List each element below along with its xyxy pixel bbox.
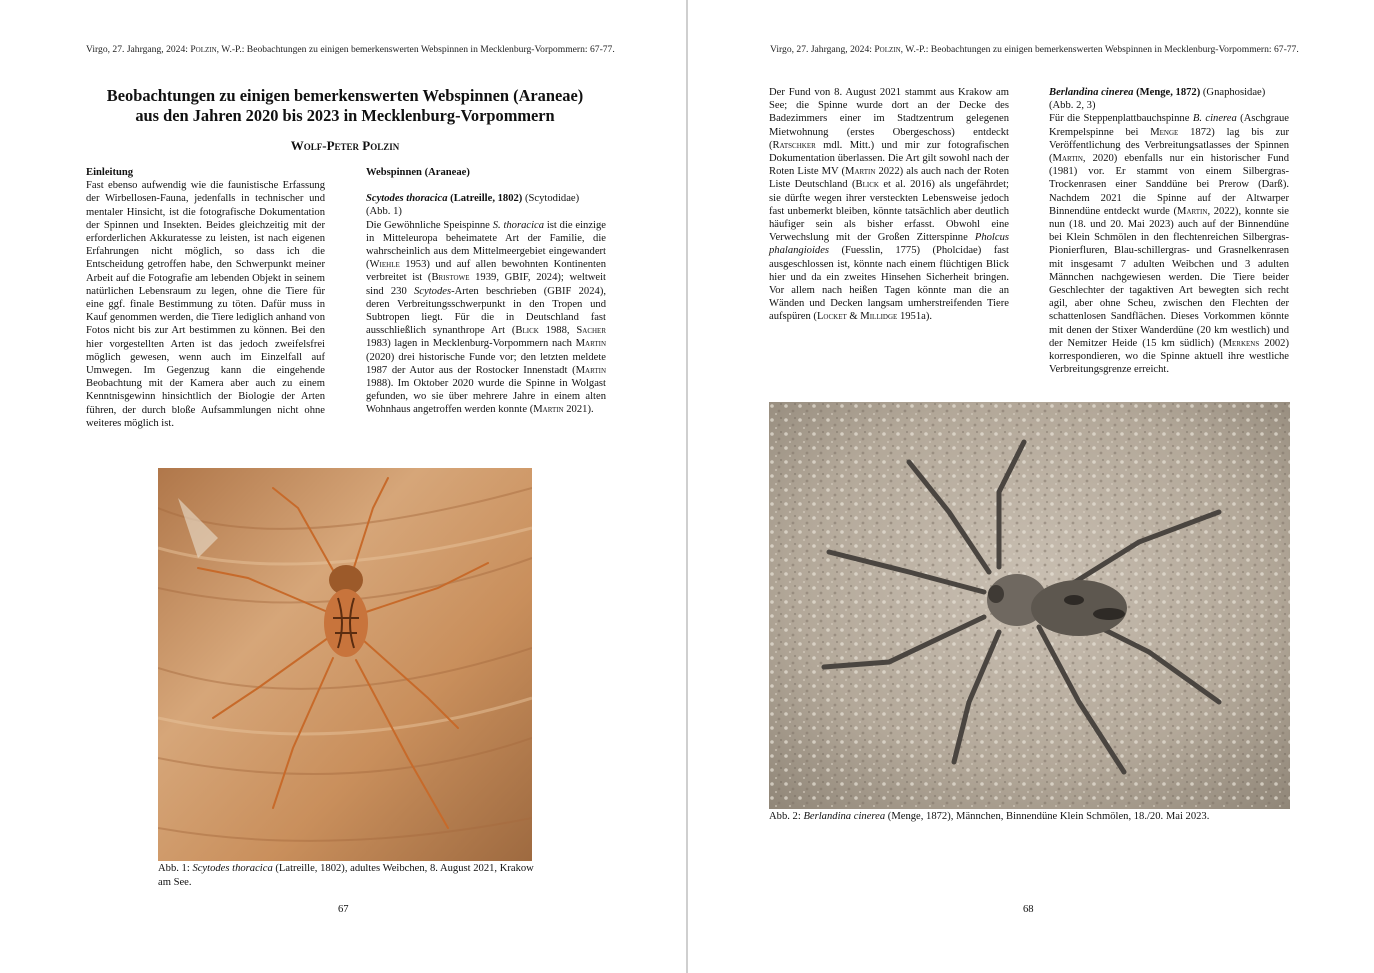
article-author: Wolf-Peter Polzin [290,138,400,153]
spider-photo-image [769,402,1290,809]
page-number: 68 [1023,904,1034,915]
running-head: Virgo, 27. Jahrgang, 2024: Polzin, W.-P.: Beobachtungen zu einigen bemerkenswerten Webspinnen in Mecklenburg-Vorpommern: 67-77. [770,44,1299,55]
column-webspinnen [366,166,606,417]
photo-scytodes-thoracica [158,468,532,861]
species-text: Die Gewöhnliche Speispinne S. thoracica ist die einzige in Mitteleuropa beheimatete Art der Familie, die wahrscheinlich aus dem Mittelmeergebiet eingewandert (Wiehle 1953) und auf allen bewohnten Kontinenten verbreitet ist (Bristowe 1939, GBIF, 2024); weltweit sind 230 Scytodes-Arten beschrieben (GBIF 2024), deren Verbreitungsschwerpunkt in den Tropen und Subtropen liegt. Für die in Deutschland fast ausschließlich synanthrope Art (Blick 1988, Sacher 1983) lagen in Mecklenburg-Vorpommern nach Martin (2020) drei historische Funde vor; den letzten meldete 1987 der Autor aus der Rostocker Innenstadt (Martin 1988). Im Oktober 2020 wurde die Spinne in Wolgast gefunden, wo sie über mehrere Jahre in einem alten Wohnhaus angetroffen werden konnte (Martin 2021). [366,219,606,416]
page-67 [0,0,686,973]
running-head: Virgo, 27. Jahrgang, 2024: Polzin, W.-P.: Beobachtungen zu einigen bemerkenswerten Webspinnen in Mecklenburg-Vorpommern: 67-77. [86,44,615,55]
species-heading: Berlandina cinerea (Menge, 1872) (Gnaphosidae) [1049,87,1266,98]
section-heading: Webspinnen (Araneae) [366,167,470,178]
species-heading: Scytodes thoracica (Latreille, 1802) (Scytodidae) [366,193,580,205]
article-title: Beobachtungen zu einigen bemerkenswerten Webspinnen (Araneae) aus den Jahren 2020 bis 2023 in Mecklenburg-Vorpommern [106,86,584,125]
figure-ref: (Abb. 1) [366,206,402,218]
figure-ref: (Abb. 2, 3) [1049,100,1096,112]
page-number: 67 [338,904,349,915]
species-text: Für die Steppenplattbauchspinne B. cinerea (Aschgraue Krempelspinne bei Menge 1872) lag bis zur Veröffentlichung des Verbreitungsatlasses der Spinnen (Martin, 2020) ebenfalls nur ein historischer Fund (1981) vor. Er stammt von einem Silbergras-Trockenrasen einer Sanddüne bei Prerow (Darß). Nachdem 2021 die Spinne auf der Altwarper Binnendüne entdeckt wurde (Martin, 2022), konnte sie nun (18. und 20. Mai 2023) auch auf der Binnendüne bei Klein Schmölen in den flechtenreichen Silbergras-Pionierfluren, Blau-schillergras- und Grasnelkenrasen mit insgesamt 7 adulten Weibchen und 3 adulten Männchen nachgewiesen werden. Die Tiere beider Geschlechter der tagaktiven Art bewegten sich recht agil, aber ohne Scheu, zwischen den Flechten der schattenlosen Sandflächen. Dieses Vorkommen könnte mit denen der Stixer Wanderdüne (20 km westlich) und der Nemitzer Heide (15 km südlich) (Merkens 2002) korrespondieren, wo die Spinne aktuell ihre westliche Verbreitungsgrenze erreicht. [1049,113,1290,376]
column-introduction [86,166,325,430]
spider-photo-image [158,468,532,861]
figure-caption-2: Abb. 2: Berlandina cinerea (Menge, 1872), Männchen, Binnendüne Klein Schmölen, 18./20. Mai 2023. [769,811,1210,822]
species-text: Der Fund von 8. August 2021 stammt aus Krakow am See; die Spinne wurde dort an der Decke des Badezimmers einer im Stadtzentrum gelegenen Mietwohnung (erstes Obergeschoss) entdeckt (Ratschker mdl. Mitt.) und mir zur fotografischen Dokumentation überlassen. Die Art gilt sowohl nach der Roten Liste MV (Martin 2022) als auch nach der Roten Liste Deutschland (Blick et al. 2016) als ungefährdet; sie dürfte wegen ihrer versteckten Lebensweise jedoch fast unbemerkt bleiben, könnte tatsächlich aber deutlich häufiger sein als bisher erfasst. Obwohl eine Verwechslung mit der Großen Zitterspinne Pholcus phalangioides (Fuesslin, 1775) (Pholcidae) fast ausgeschlossen ist, könnte nach einem flüchtigen Blick hier und da ein zweites Hinsehen Sicherheit bringen. Vor allem nach heißen Tagen könnte man die an Wänden und Decken langsam umherstreifenden Tiere aufspüren (Locket & Millidge 1951a). [769,87,1009,323]
page-68 [688,0,1374,973]
column-berlandina [1049,86,1289,376]
section-heading: Einleitung [86,167,134,178]
intro-text: Fast ebenso aufwendig wie die faunistische Erfassung der Wirbellosen-Fauna, jedenfalls in technischer und mentaler Hinsicht, ist die fotografische Dokumentation der Spinnen und Insekten. Beides gleichzeitig mit der erforderlichen Akkuratesse zu leisten, ist nach eigenen Erfahrungen nicht möglich, so dass ich die Entscheidung getroffen habe, den Schwerpunkt meiner Arbeit auf die Fotografie am lebenden Objekt in seinem natürlichen Lebensraum zu legen, ohne die Tiere für eine ggf. finale Bestimmung zu töten. Dafür muss in Kauf genommen werden, die Tiere lediglich anhand von Fotos nicht bis zur Art bestimmen zu können. Bei den hier vorgestellten Arten ist das jedoch zweifelsfrei möglich gewesen, wenn auch im Einzelfall auf Umwegen. Im Gegenzug kann die eingehende Beobachtung mit der Kamera aber auch zu einem Kenntnisgewinn hinsichtlich der Biologie der Arten führen, der durch bloße Aufsammlungen nicht ohne weiteres möglich ist. [86,180,325,429]
photo-berlandina-cinerea [769,402,1290,809]
column-scytodes-continued [769,86,1009,324]
figure-caption-1: Abb. 1: Scytodes thoracica (Latreille, 1802), adultes Weibchen, 8. August 2021, Krakow am See. [158,863,534,888]
